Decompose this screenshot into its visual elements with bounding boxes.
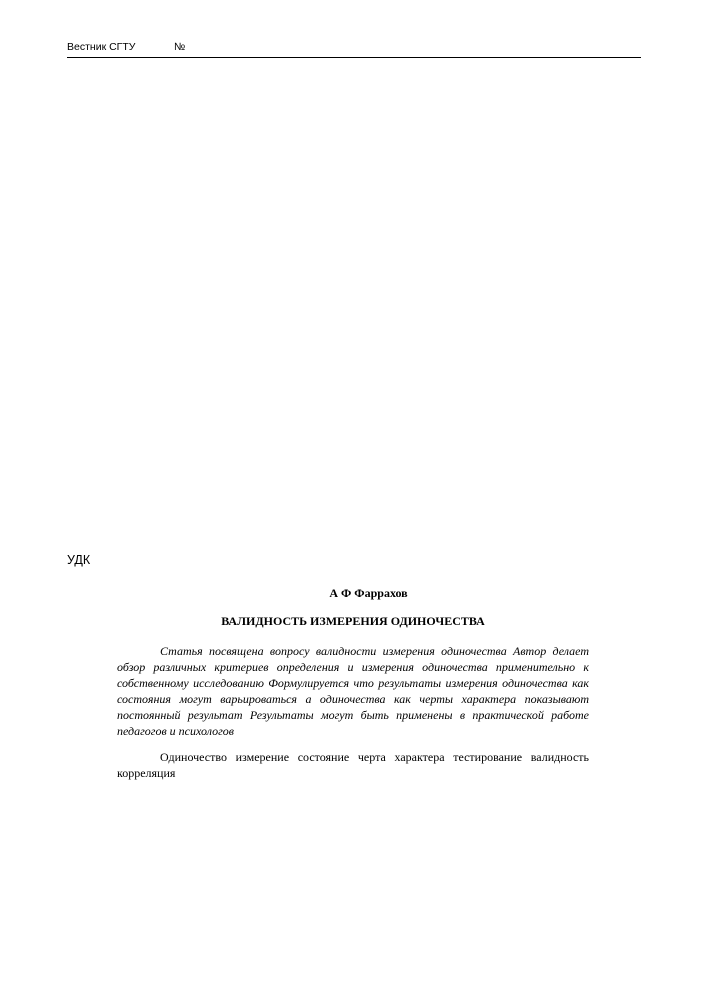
abstract: Статья посвящена вопросу валидности измерения одиночества Автор делает обзор различных критериев определения и измерения одиночества применительно к собственному исследованию Формулируется что результаты измерения одиночества как состояния могут варьироваться а одиночества как черты характера показывают постоянный результат Результаты могут быть применены в практической работе педагогов и психологов bbox=[117, 644, 589, 738]
journal-name: Вестник СГТУ bbox=[67, 41, 136, 53]
udk-label: УДК bbox=[67, 553, 91, 567]
paper-title: ВАЛИДНОСТЬ ИЗМЕРЕНИЯ ОДИНОЧЕСТВА bbox=[221, 614, 485, 628]
issue-number: № bbox=[174, 41, 186, 53]
running-header bbox=[67, 40, 641, 58]
author-name: А Ф Фаррахов bbox=[329, 586, 408, 600]
keywords: Одиночество измерение состояние черта характера тестирование валидность корреляция bbox=[117, 750, 589, 780]
